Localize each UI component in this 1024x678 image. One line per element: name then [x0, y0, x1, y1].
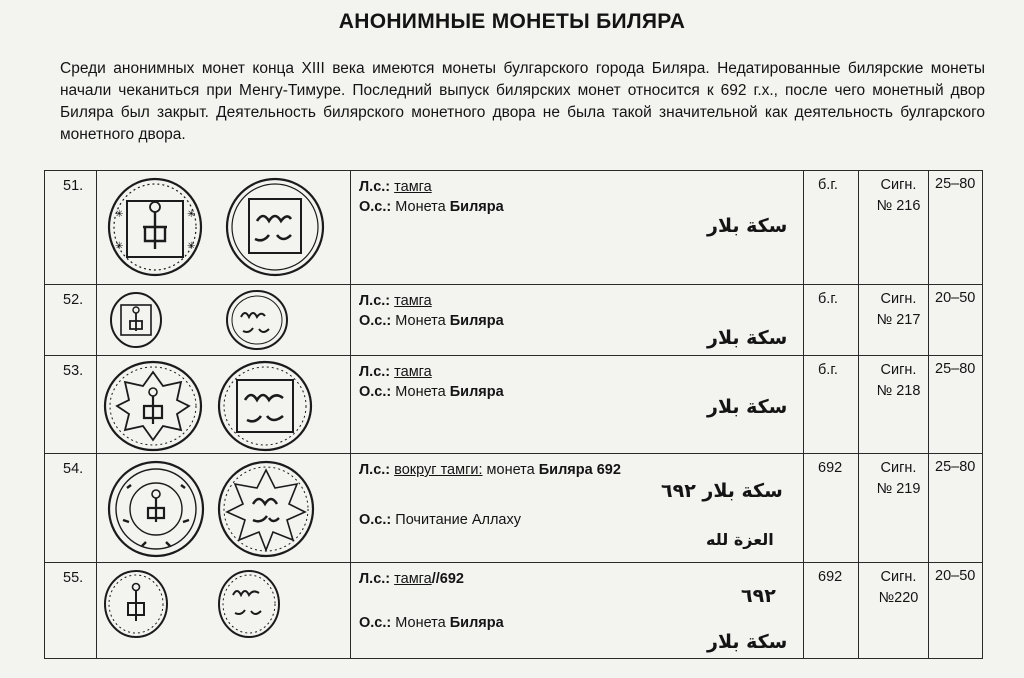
- coin-reverse-image: [225, 289, 289, 351]
- table-row: [45, 454, 983, 563]
- row-number: 55.: [45, 563, 97, 659]
- reverse-bold: Биляра: [449, 199, 504, 215]
- signature-number: №220: [878, 590, 919, 606]
- signature-number: № 216: [876, 198, 921, 214]
- table-row: [45, 171, 983, 285]
- coin-images: [97, 563, 351, 659]
- signature-label: Сигн.: [880, 177, 917, 193]
- coin-reverse-image: [225, 177, 325, 277]
- reverse-text: Монета: [395, 615, 446, 631]
- coin-images: [97, 171, 351, 285]
- reverse-bold: Биляра: [449, 313, 504, 329]
- signature-cell: [859, 171, 929, 285]
- row-number: 54.: [45, 454, 97, 563]
- arabic-inscription: سكة بلار: [707, 215, 788, 237]
- page-title: АНОНИМНЫЕ МОНЕТЫ БИЛЯРА: [338, 10, 686, 33]
- reverse-text: Монета: [395, 313, 446, 329]
- obverse-link[interactable]: тамга: [394, 179, 432, 195]
- coin-description: [351, 454, 804, 563]
- row-number: 53.: [45, 356, 97, 454]
- coin-images: [97, 285, 351, 356]
- coin-obverse-image: [103, 360, 203, 452]
- svg-text:✳: ✳: [187, 209, 196, 220]
- price-cell: 25–80: [929, 454, 983, 563]
- signature-cell: [859, 356, 929, 454]
- obverse-link[interactable]: тамга: [394, 293, 432, 309]
- obverse-link[interactable]: тамга: [394, 571, 432, 587]
- arabic-inscription: ٦٩٢: [741, 585, 776, 607]
- reverse-bold: Биляра: [449, 384, 504, 400]
- obverse-bold: Биляра 692: [538, 462, 621, 478]
- coin-description: [351, 356, 804, 454]
- coin-obverse-image: [107, 177, 203, 277]
- table-row: [45, 563, 983, 659]
- reverse-label: О.с.:: [359, 199, 392, 215]
- svg-text:✳: ✳: [115, 241, 124, 252]
- reverse-label: О.с.:: [359, 384, 392, 400]
- arabic-inscription: سكة بلار: [707, 396, 788, 418]
- arabic-inscription: سكة بلار: [707, 327, 788, 349]
- price-cell: 20–50: [929, 285, 983, 356]
- arabic-inscription: العزة لله: [706, 530, 774, 549]
- coin-reverse-image: [217, 360, 313, 452]
- obverse-label: Л.с.:: [359, 571, 391, 587]
- signature-cell: [859, 563, 929, 659]
- reverse-text: Монета: [395, 384, 446, 400]
- date-cell: б.г.: [804, 285, 859, 356]
- coin-images: [97, 356, 351, 454]
- signature-label: Сигн.: [880, 362, 917, 378]
- signature-cell: [859, 454, 929, 563]
- row-number: 52.: [45, 285, 97, 356]
- obverse-label: Л.с.:: [359, 179, 391, 195]
- date-cell: 692: [804, 454, 859, 563]
- obverse-bold: //692: [431, 571, 464, 587]
- date-cell: б.г.: [804, 356, 859, 454]
- signature-label: Сигн.: [880, 460, 917, 476]
- svg-text:✳: ✳: [187, 241, 196, 252]
- reverse-text: Почитание Аллаху: [395, 512, 521, 528]
- table-row: [45, 356, 983, 454]
- svg-text:✳: ✳: [115, 209, 124, 220]
- reverse-label: О.с.:: [359, 615, 392, 631]
- obverse-label: Л.с.:: [359, 364, 391, 380]
- price-cell: 25–80: [929, 356, 983, 454]
- signature-number: № 217: [876, 312, 921, 328]
- obverse-label: Л.с.:: [359, 462, 391, 478]
- coin-reverse-image: [217, 569, 281, 639]
- intro-paragraph: [60, 58, 985, 146]
- price-cell: 20–50: [929, 563, 983, 659]
- reverse-label: О.с.:: [359, 512, 392, 528]
- arabic-inscription: سكة بلار: [707, 631, 788, 653]
- price-cell: 25–80: [929, 171, 983, 285]
- signature-label: Сигн.: [880, 569, 917, 585]
- coin-reverse-image: [217, 460, 315, 558]
- date-cell: 692: [804, 563, 859, 659]
- signature-label: Сигн.: [880, 291, 917, 307]
- reverse-bold: Биляра: [449, 615, 504, 631]
- coin-obverse-image: [107, 460, 205, 558]
- obverse-label: Л.с.:: [359, 293, 391, 309]
- coin-obverse-image: [103, 569, 169, 639]
- reverse-text: Монета: [395, 199, 446, 215]
- coin-description: [351, 285, 804, 356]
- coin-table: [44, 170, 983, 659]
- obverse-link[interactable]: вокруг тамги:: [394, 462, 483, 478]
- coin-obverse-image: [109, 291, 163, 349]
- table-row: [45, 285, 983, 356]
- signature-number: № 219: [876, 481, 921, 497]
- row-number: 51.: [45, 171, 97, 285]
- date-cell: б.г.: [804, 171, 859, 285]
- coin-images: [97, 454, 351, 563]
- signature-cell: [859, 285, 929, 356]
- arabic-inscription: سكة بلار ٦٩٢: [661, 480, 783, 502]
- reverse-label: О.с.:: [359, 313, 392, 329]
- coin-description: [351, 171, 804, 285]
- obverse-text: монета: [486, 462, 535, 478]
- signature-number: № 218: [876, 383, 921, 399]
- obverse-link[interactable]: тамга: [394, 364, 432, 380]
- coin-description: [351, 563, 804, 659]
- intro-text: Среди анонимных монет конца XIII века имеются монеты булгарского города Биляра. Недатированные билярские монеты начали чеканиться при Менгу-Тимуре. Последний выпуск билярских монет относится к 692 г.х., после чего монетный двор Биляра был закрыт. Деятельность билярского монетного двора не была такой значительной как деятельность булгарского монетного двора.: [60, 60, 985, 143]
